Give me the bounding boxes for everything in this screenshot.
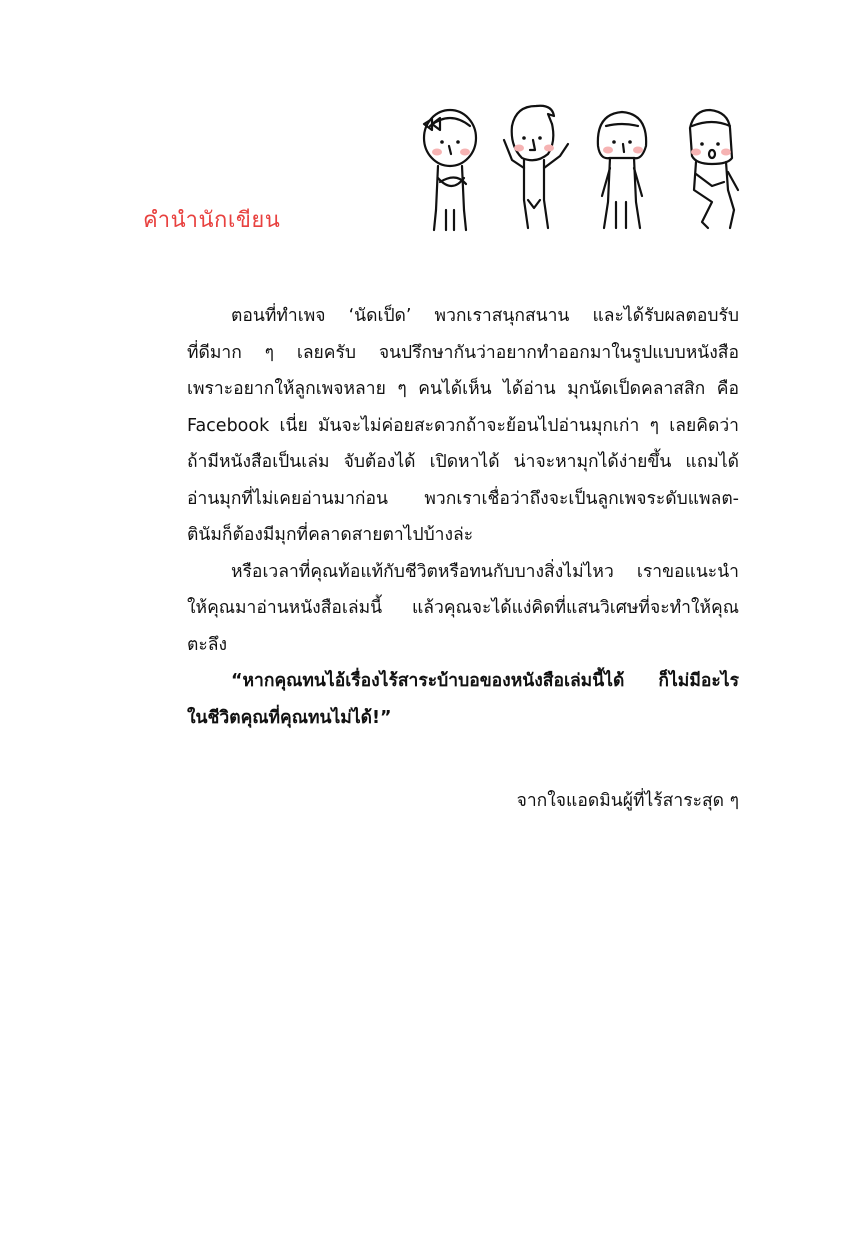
text-line: ให้คุณมาอ่านหนังสือเล่มนี้ แล้วคุณจะได้แง่คิดที่แสนวิเศษที่จะทำให้คุณ <box>187 598 739 618</box>
text-line: ตอนที่ทำเพจ ‘นัดเป็ด’ พวกเราสนุกสนาน และได้รับผลตอบรับ <box>231 306 739 326</box>
text-line: ตินัมก็ต้องมีมุกที่คลาดสายตาไปบ้างล่ะ <box>187 525 474 545</box>
cartoon-characters-illustration <box>412 98 742 238</box>
bald-guy-walking-figure <box>690 110 738 228</box>
page-title: คำนำนักเขียน <box>143 208 281 233</box>
text-line: เพราะอยากให้ลูกเพจหลาย ๆ คนได้เห็น ได้อ่าน มุกนัดเป็ดคลาสสิก คือ <box>187 379 739 399</box>
text-line: ตะลึง <box>187 634 228 655</box>
text-line: ที่ดีมาก ๆ เลยครับ จนปรึกษากันว่าอยากทำออกมาในรูปแบบหนังสือ <box>187 342 739 363</box>
text-line: ถ้ามีหนังสือเป็นเล่ม จับต้องได้ เปิดหาได้ น่าจะหามุกได้ง่ายขึ้น แถมได้ <box>187 452 739 472</box>
quote-line: “หากคุณทนไอ้เรื่องไร้สาระบ้าบอของหนังสือเล่มนี้ได้ ก็ไม่มีอะไร <box>231 671 739 691</box>
text-line: อ่านมุกที่ไม่เคยอ่านมาก่อน พวกเราเชื่อว่าถึงจะเป็นลูกเพจระดับแพลต- <box>187 488 739 509</box>
quote-line: ในชีวิตคุณที่คุณทนไม่ได้!” <box>187 707 392 728</box>
bob-hair-girl-figure <box>598 112 646 228</box>
quote-paragraph <box>143 663 739 736</box>
signature: จากใจแอดมินผู้ที่ไร้สาระสุด ๆ <box>516 791 739 811</box>
boy-with-quiff-figure <box>504 106 568 228</box>
body-text <box>143 298 739 736</box>
paragraph-2 <box>143 554 739 664</box>
text-line: หรือเวลาที่คุณท้อแท้กับชีวิตหรือทนกับบางสิ่งไม่ไหว เราขอแนะนำ <box>231 561 739 582</box>
text-line: Facebook เนี่ย มันจะไม่ค่อยสะดวกถ้าจะย้อนไปอ่านมุกเก่า ๆ เลยคิดว่า <box>187 415 739 436</box>
girl-with-bow-figure <box>424 110 476 230</box>
paragraph-1 <box>143 298 739 554</box>
